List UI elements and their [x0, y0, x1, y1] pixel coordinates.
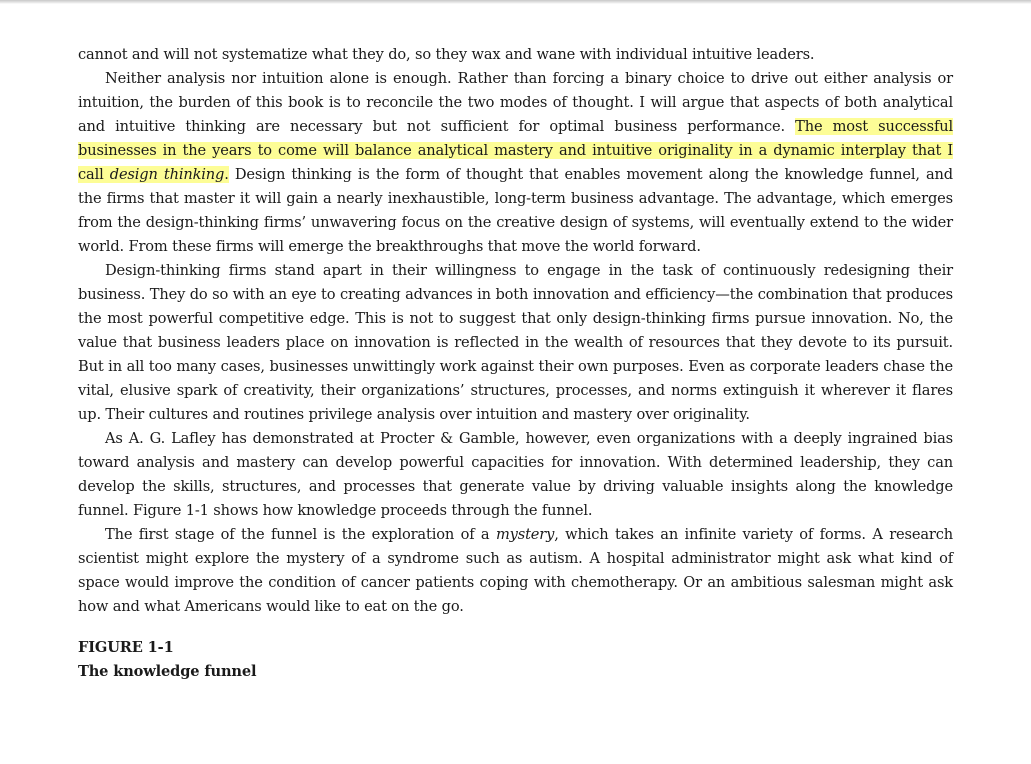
window-top-edge — [0, 0, 1031, 4]
highlighted-text-end: . — [224, 166, 229, 183]
paragraph-2-text-before: Neither analysis nor intuition alone is enough. Rather than forcing a binary choice to drive out either analysis or intuition, the burden of this book is to reconcile the two modes of thought. I will argue that aspects of both analytical and intuitive thinking are necessary but not sufficient for optimal business performance. — [78, 70, 953, 135]
highlighted-text: The most successful businesses in the years to come will balance analytical mastery and intuitive originality in a dynamic interplay that I call — [78, 118, 953, 183]
document-page — [78, 43, 953, 684]
figure-label: FIGURE 1-1 — [78, 639, 174, 656]
highlighted-emphasis: design thinking — [109, 166, 225, 183]
paragraph-3: Design-thinking firms stand apart in their willingness to engage in the task of continuously redesigning their business. They do so with an eye to creating advances in both innovation and efficiency—the combination that produces the most powerful competitive edge. This is not to suggest that only design-thinking firms pursue innovation. No, the value that business leaders place on innovation is reflected in the wealth of resources that they devote to its pursuit. But in all too many cases, businesses unwittingly work against their own purposes. Even as corporate leaders chase the vital, elusive spark of creativity, their organizations’ structures, processes, and norms extinguish it wherever it flares up. Their cultures and routines privilege analysis over intuition and mastery over originality. — [78, 262, 953, 423]
paragraph-5-text-before: The first stage of the funnel is the exploration of a — [105, 526, 496, 543]
paragraph-5-emphasis: mystery — [495, 526, 555, 543]
paragraph-4: As A. G. Lafley has demonstrated at Procter & Gamble, however, even organizations with a deeply ingrained bias toward analysis and mastery can develop powerful capacities for innovation. With determined leadership, they can develop the skills, structures, and processes that generate value by driving valuable insights along the knowledge funnel. Figure 1-1 shows how knowledge proceeds through the funnel. — [78, 430, 953, 519]
figure-title: The knowledge funnel — [78, 663, 257, 680]
paragraph-1: cannot and will not systematize what they do, so they wax and wane with individual intuitive leaders. — [78, 46, 815, 63]
figure-caption — [78, 636, 953, 684]
paragraph-5 — [78, 523, 953, 619]
paragraph-2 — [78, 67, 953, 259]
paragraph-5-text-after: , which takes an infinite variety of forms. A research scientist might explore the mystery of a syndrome such as autism. A hospital administrator might ask what kind of space would improve the condition of cancer patients coping with chemotherapy. Or an ambitious salesman might ask how and what Americans would like to eat on the go. — [78, 526, 953, 615]
paragraph-2-text-after: Design thinking is the form of thought that enables movement along the knowledge funnel, and the firms that master it will gain a nearly inexhaustible, long-term business advantage. The advantage, which emerges from the design-thinking firms’ unwavering focus on the creative design of systems, will eventually extend to the wider world. From these firms will emerge the breakthroughs that move the world forward. — [78, 166, 953, 255]
